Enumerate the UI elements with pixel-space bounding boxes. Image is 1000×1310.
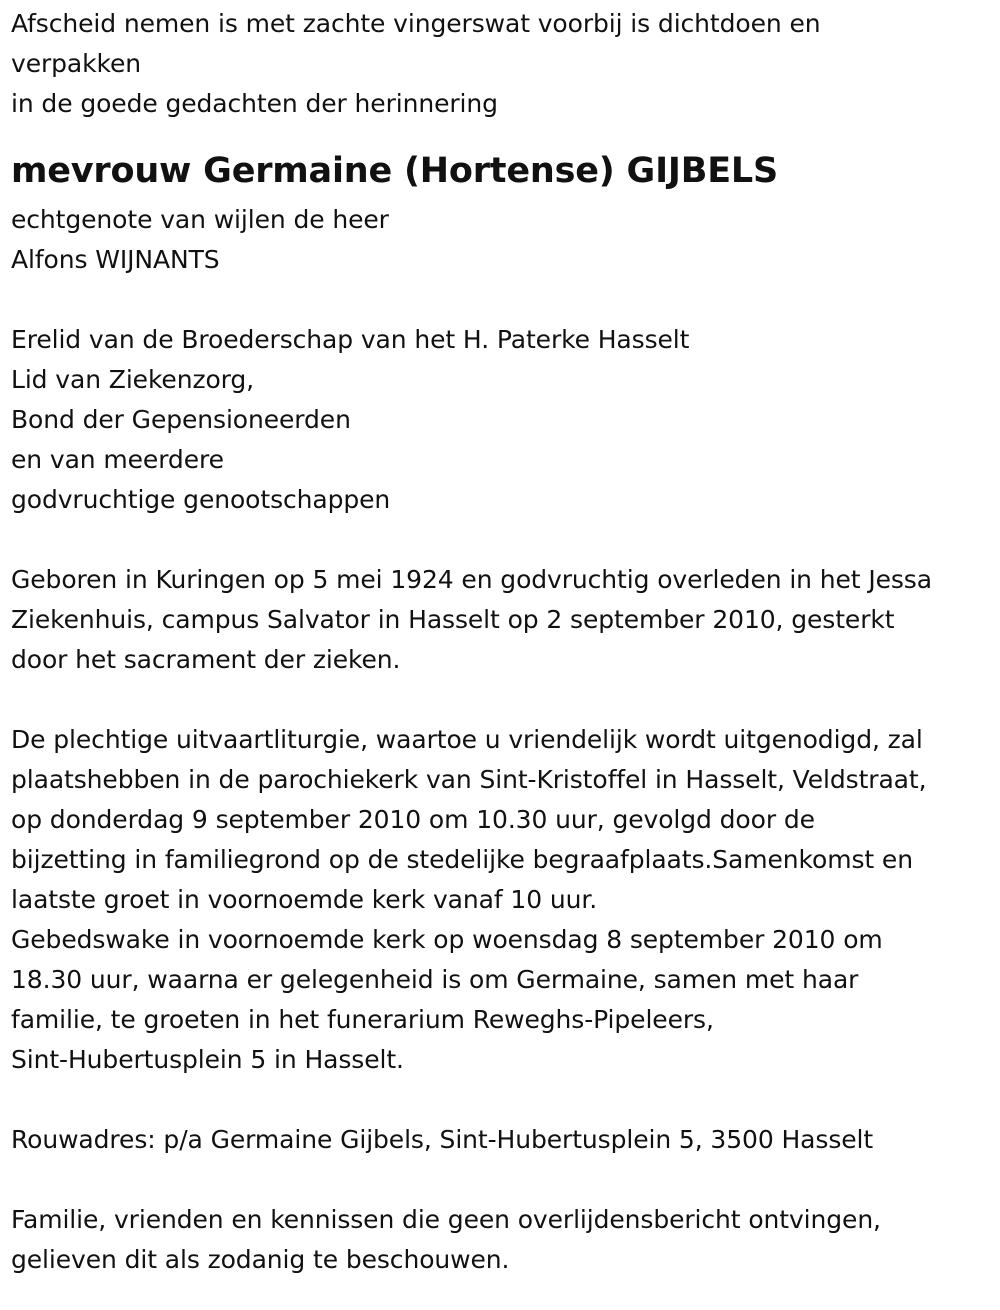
membership-line: en van meerdere bbox=[11, 445, 224, 474]
wake-line: familie, te groeten in het funerarium Reweghs-Pipeleers, bbox=[11, 1005, 714, 1034]
funeral-line: op donderdag 9 september 2010 om 10.30 uur, gevolgd door de bbox=[11, 805, 815, 834]
intro-line: verpakken bbox=[11, 49, 142, 78]
closing-line: Familie, vrienden en kennissen die geen overlijdensbericht ontvingen, bbox=[11, 1205, 881, 1234]
spacer bbox=[11, 280, 996, 320]
memberships-block bbox=[11, 320, 996, 520]
funeral-line: plaatshebben in de parochiekerk van Sint-Kristoffel in Hasselt, Veldstraat, bbox=[11, 765, 927, 794]
membership-line: Lid van Ziekenzorg, bbox=[11, 365, 255, 394]
spacer bbox=[11, 1160, 996, 1200]
birth-death-line: Ziekenhuis, campus Salvator in Hasselt op 2 september 2010, gesterkt bbox=[11, 605, 895, 634]
spouse-line: Alfons WIJNANTS bbox=[11, 245, 220, 274]
closing-block bbox=[11, 1200, 996, 1280]
intro-line: in de goede gedachten der herinnering bbox=[11, 89, 498, 118]
intro-line: Afscheid nemen is met zachte vingerswat voorbij is dichtdoen en bbox=[11, 9, 821, 38]
funeral-block bbox=[11, 720, 996, 1080]
membership-line: Bond der Gepensioneerden bbox=[11, 405, 351, 434]
spouse-line: echtgenote van wijlen de heer bbox=[11, 205, 389, 234]
birth-death-block bbox=[11, 560, 996, 680]
membership-line: godvruchtige genootschappen bbox=[11, 485, 391, 514]
wake-line: Sint-Hubertusplein 5 in Hasselt. bbox=[11, 1045, 404, 1074]
birth-death-line: Geboren in Kuringen op 5 mei 1924 en godvruchtig overleden in het Jessa bbox=[11, 565, 932, 594]
deceased-block bbox=[11, 146, 996, 280]
spacer bbox=[11, 1080, 996, 1120]
intro-verse bbox=[11, 4, 996, 124]
membership-line: Erelid van de Broederschap van het H. Paterke Hasselt bbox=[11, 325, 690, 354]
funeral-line: laatste groet in voornoemde kerk vanaf 10 uur. bbox=[11, 885, 598, 914]
obituary-document bbox=[11, 4, 996, 1280]
funeral-line: bijzetting in familiegrond op de stedelijke begraafplaats.Samenkomst en bbox=[11, 845, 913, 874]
deceased-name: mevrouw Germaine (Hortense) GIJBELS bbox=[11, 151, 779, 191]
address-block bbox=[11, 1120, 996, 1160]
closing-line: gelieven dit als zodanig te beschouwen. bbox=[11, 1245, 510, 1274]
wake-line: 18.30 uur, waarna er gelegenheid is om Germaine, samen met haar bbox=[11, 965, 859, 994]
mourning-address: Rouwadres: p/a Germaine Gijbels, Sint-Hubertusplein 5, 3500 Hasselt bbox=[11, 1125, 874, 1154]
wake-line: Gebedswake in voornoemde kerk op woensdag 8 september 2010 om bbox=[11, 925, 883, 954]
funeral-line: De plechtige uitvaartliturgie, waartoe u vriendelijk wordt uitgenodigd, zal bbox=[11, 725, 923, 754]
birth-death-line: door het sacrament der zieken. bbox=[11, 645, 401, 674]
spacer bbox=[11, 124, 996, 146]
spacer bbox=[11, 520, 996, 560]
spacer bbox=[11, 680, 996, 720]
